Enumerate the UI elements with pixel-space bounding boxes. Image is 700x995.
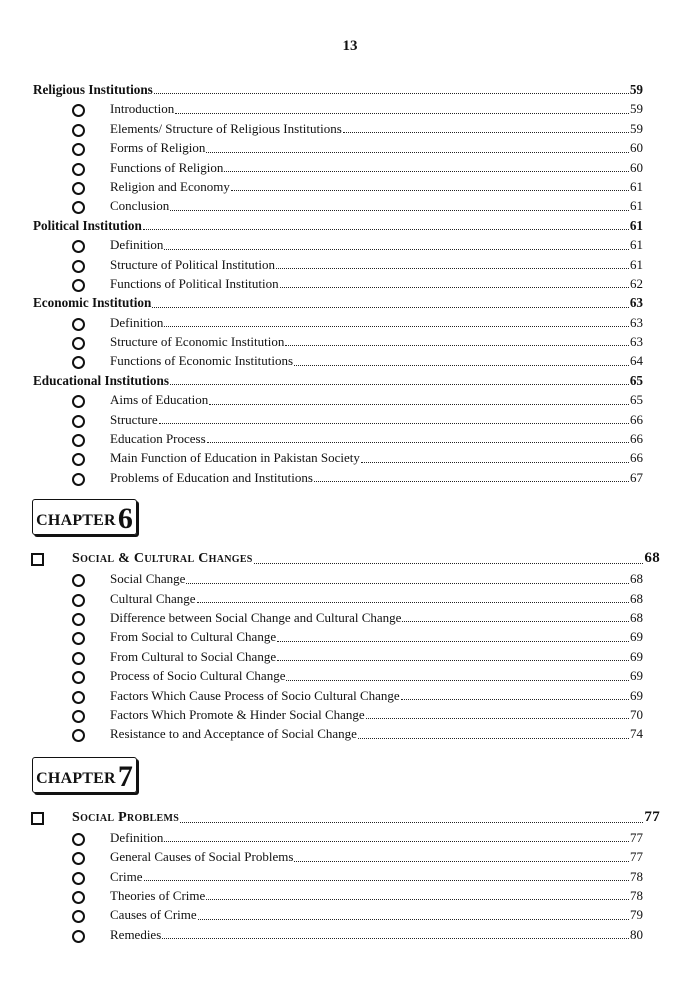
toc-entry-sub[interactable] xyxy=(0,274,700,293)
entry-page: 59 xyxy=(630,120,643,136)
entry-page: 68 xyxy=(630,609,643,625)
entry-page: 67 xyxy=(630,469,643,485)
entry-title: Structure of Economic Institution xyxy=(110,334,285,350)
entry-page: 77 xyxy=(630,829,643,845)
circle-bullet-icon xyxy=(72,729,85,742)
chapter-6-box xyxy=(32,499,137,535)
dot-leader xyxy=(366,717,629,719)
toc-entry-sub[interactable] xyxy=(0,608,700,627)
dot-leader xyxy=(343,131,629,133)
entry-title: Process of Socio Cultural Change xyxy=(110,668,286,684)
entry-title: Political Institution xyxy=(33,217,142,233)
entry-title: Aims of Education xyxy=(110,392,209,408)
chapter-6-heading-wrap xyxy=(0,487,700,547)
entry-title: Crime xyxy=(110,868,143,884)
chapter-7-items xyxy=(0,828,700,944)
chapter-7-heading-wrap xyxy=(0,744,700,806)
entry-title: Educational Institutions xyxy=(33,372,169,388)
dot-leader xyxy=(276,267,629,269)
chapter-6-label: CHAPTER xyxy=(36,512,116,530)
chapter-7-number: 7 xyxy=(117,759,133,793)
circle-bullet-icon xyxy=(72,691,85,704)
entry-title: Definition xyxy=(110,237,164,253)
entry-title: Religious Institutions xyxy=(33,82,153,97)
entry-page: 79 xyxy=(630,907,643,923)
toc-entry-main[interactable] xyxy=(0,371,700,390)
toc-entry-sub[interactable] xyxy=(0,177,700,196)
chapter-7-box xyxy=(32,757,137,793)
dot-leader xyxy=(143,228,629,230)
circle-bullet-icon xyxy=(72,143,85,156)
table-of-contents xyxy=(0,80,700,944)
entry-page: 78 xyxy=(630,868,643,884)
circle-bullet-icon xyxy=(72,594,85,607)
toc-entry-sub[interactable] xyxy=(0,666,700,685)
entry-page: 78 xyxy=(630,887,643,903)
dot-leader xyxy=(361,461,629,463)
entry-title: Religion and Economy xyxy=(110,178,230,194)
toc-entry-sub[interactable] xyxy=(0,196,700,215)
circle-bullet-icon xyxy=(72,260,85,273)
section-page: 68 xyxy=(644,550,660,567)
circle-bullet-icon xyxy=(72,356,85,369)
dot-leader xyxy=(286,679,629,681)
entry-page: 60 xyxy=(630,140,643,156)
circle-bullet-icon xyxy=(72,163,85,176)
entry-page: 70 xyxy=(630,706,643,722)
dot-leader xyxy=(170,383,629,385)
entry-title: Elements/ Structure of Religious Institutions xyxy=(110,120,342,136)
entry-page: 63 xyxy=(630,334,643,350)
dot-leader xyxy=(206,151,629,153)
toc-entry-sub[interactable] xyxy=(0,429,700,448)
circle-bullet-icon xyxy=(72,852,85,865)
entry-page: 66 xyxy=(630,431,643,447)
entry-page: 60 xyxy=(630,159,643,175)
chapter-7-label: CHAPTER xyxy=(36,769,116,787)
entry-title: Functions of Economic Institutions xyxy=(110,353,294,369)
dot-leader xyxy=(402,620,629,622)
entry-title: Structure of Political Institution xyxy=(110,256,276,272)
entry-title: Resistance to and Acceptance of Social Change xyxy=(110,726,357,742)
circle-bullet-icon xyxy=(72,710,85,723)
dot-leader xyxy=(277,640,629,642)
entry-page: 77 xyxy=(630,849,643,865)
section-heading-ch7[interactable] xyxy=(0,806,700,828)
dot-leader xyxy=(186,582,629,584)
entry-page: 65 xyxy=(630,392,643,408)
dot-leader xyxy=(358,737,629,739)
dot-leader xyxy=(277,659,629,661)
circle-bullet-icon xyxy=(72,613,85,626)
dot-leader xyxy=(154,92,629,94)
entry-title: Factors Which Promote & Hinder Social Change xyxy=(110,706,365,722)
circle-bullet-icon xyxy=(72,337,85,350)
dot-leader xyxy=(294,860,629,862)
circle-bullet-icon xyxy=(72,574,85,587)
entry-title: Problems of Education and Institutions xyxy=(110,469,313,485)
entry-page: 69 xyxy=(630,629,643,645)
entry-page: 80 xyxy=(630,926,643,942)
section-title: Social Problems xyxy=(72,809,180,825)
dot-leader xyxy=(206,898,629,900)
circle-bullet-icon xyxy=(72,182,85,195)
toc-entry-sub[interactable] xyxy=(0,724,700,743)
circle-bullet-icon xyxy=(72,652,85,665)
chapter-6-items xyxy=(0,569,700,744)
dot-leader xyxy=(209,403,629,405)
circle-bullet-icon xyxy=(72,453,85,466)
entry-title: From Social to Cultural Change xyxy=(110,629,277,645)
circle-bullet-icon xyxy=(72,318,85,331)
toc-entry-sub[interactable] xyxy=(0,705,700,724)
entry-title: From Cultural to Social Change xyxy=(110,648,277,664)
circle-bullet-icon xyxy=(72,124,85,137)
entry-title: Forms of Religion xyxy=(110,140,206,156)
toc-entry-sub[interactable] xyxy=(0,158,700,177)
entry-page: 59 xyxy=(629,82,643,97)
toc-entry-sub[interactable] xyxy=(0,351,700,370)
toc-entry-sub[interactable] xyxy=(0,235,700,254)
circle-bullet-icon xyxy=(72,434,85,447)
dot-leader xyxy=(254,562,644,564)
circle-bullet-icon xyxy=(72,473,85,486)
page-number: 13 xyxy=(342,38,358,54)
entry-title: Conclusion xyxy=(110,198,170,214)
entry-title: Functions of Religion xyxy=(110,159,224,175)
toc-entry-sub[interactable] xyxy=(0,925,700,944)
circle-bullet-icon xyxy=(72,891,85,904)
entry-title: Economic Institution xyxy=(33,295,152,311)
entry-page: 62 xyxy=(630,275,643,291)
dot-leader xyxy=(224,170,629,172)
dot-leader xyxy=(144,879,630,881)
entry-page: 59 xyxy=(630,101,643,117)
entry-page: 69 xyxy=(630,668,643,684)
circle-bullet-icon xyxy=(72,833,85,846)
entry-page: 64 xyxy=(630,353,643,369)
square-bullet-icon xyxy=(31,812,44,825)
entry-page: 68 xyxy=(630,590,643,606)
entry-page: 66 xyxy=(630,411,643,427)
circle-bullet-icon xyxy=(72,671,85,684)
entry-title: Education Process xyxy=(110,431,206,447)
entry-page: 66 xyxy=(630,450,643,466)
toc-part-institutions xyxy=(0,80,700,487)
dot-leader xyxy=(159,422,629,424)
entry-page: 61 xyxy=(630,256,643,272)
dot-leader xyxy=(280,286,629,288)
entry-page: 61 xyxy=(629,217,643,233)
entry-page: 74 xyxy=(630,726,643,742)
entry-page: 69 xyxy=(630,687,643,703)
dot-leader xyxy=(401,698,629,700)
dot-leader xyxy=(164,248,629,250)
toc-entry-sub[interactable] xyxy=(0,847,700,866)
entry-page: 61 xyxy=(630,198,643,214)
entry-title: Definition xyxy=(110,829,164,845)
circle-bullet-icon xyxy=(72,279,85,292)
entry-page: 61 xyxy=(630,237,643,253)
toc-entry-sub[interactable] xyxy=(0,905,700,924)
dot-leader xyxy=(180,821,643,823)
square-bullet-icon xyxy=(31,553,44,566)
section-page: 77 xyxy=(644,808,660,825)
dot-leader xyxy=(162,937,629,939)
dot-leader xyxy=(152,306,628,308)
toc-entry-main[interactable] xyxy=(0,293,700,312)
toc-entry-sub[interactable] xyxy=(0,410,700,429)
section-title: Social & Cultural Changes xyxy=(72,551,253,567)
circle-bullet-icon xyxy=(72,632,85,645)
dot-leader xyxy=(198,918,629,920)
toc-entry-sub[interactable] xyxy=(0,468,700,487)
entry-title: Cultural Change xyxy=(110,590,196,606)
dot-leader xyxy=(285,344,629,346)
dot-leader xyxy=(164,325,629,327)
toc-entry-sub[interactable] xyxy=(0,119,700,138)
toc-entry-sub[interactable] xyxy=(0,569,700,588)
toc-entry-sub[interactable] xyxy=(0,99,700,118)
entry-title: Remedies xyxy=(110,926,162,942)
circle-bullet-icon xyxy=(72,415,85,428)
entry-page: 61 xyxy=(630,178,643,194)
dot-leader xyxy=(175,112,629,114)
toc-entry-sub[interactable] xyxy=(0,332,700,351)
circle-bullet-icon xyxy=(72,910,85,923)
toc-entry-sub[interactable] xyxy=(0,448,700,467)
toc-entry-main[interactable] xyxy=(0,216,700,235)
toc-entry-sub[interactable] xyxy=(0,867,700,886)
chapter-6-number: 6 xyxy=(117,502,133,536)
dot-leader xyxy=(197,601,629,603)
entry-title: General Causes of Social Problems xyxy=(110,849,294,865)
toc-entry-sub[interactable] xyxy=(0,886,700,905)
dot-leader xyxy=(207,441,629,443)
entry-title: Difference between Social Change and Cultural Change xyxy=(110,609,402,625)
circle-bullet-icon xyxy=(72,930,85,943)
toc-entry-main[interactable] xyxy=(0,80,700,99)
entry-title: Definition xyxy=(110,314,164,330)
circle-bullet-icon xyxy=(72,104,85,117)
toc-entry-sub[interactable] xyxy=(0,255,700,274)
circle-bullet-icon xyxy=(72,395,85,408)
entry-page: 63 xyxy=(630,314,643,330)
toc-entry-sub[interactable] xyxy=(0,589,700,608)
toc-entry-sub[interactable] xyxy=(0,138,700,157)
section-heading-ch6[interactable] xyxy=(0,547,700,569)
entry-page: 63 xyxy=(629,295,643,311)
toc-entry-sub[interactable] xyxy=(0,313,700,332)
dot-leader xyxy=(164,840,629,842)
entry-page: 65 xyxy=(629,372,643,388)
entry-title: Main Function of Education in Pakistan Society xyxy=(110,450,360,466)
toc-entry-sub[interactable] xyxy=(0,686,700,705)
dot-leader xyxy=(314,480,629,482)
entry-title: Functions of Political Institution xyxy=(110,275,279,291)
circle-bullet-icon xyxy=(72,240,85,253)
entry-page: 69 xyxy=(630,648,643,664)
dot-leader xyxy=(294,364,629,366)
entry-title: Factors Which Cause Process of Socio Cultural Change xyxy=(110,687,400,703)
circle-bullet-icon xyxy=(72,201,85,214)
entry-title: Social Change xyxy=(110,571,186,587)
dot-leader xyxy=(231,189,629,191)
entry-title: Structure xyxy=(110,411,158,427)
entry-page: 68 xyxy=(630,571,643,587)
entry-title: Theories of Crime xyxy=(110,887,206,903)
toc-entry-sub[interactable] xyxy=(0,647,700,666)
dot-leader xyxy=(170,209,629,211)
toc-entry-sub[interactable] xyxy=(0,627,700,646)
toc-entry-sub[interactable] xyxy=(0,390,700,409)
entry-title: Causes of Crime xyxy=(110,907,197,923)
entry-title: Introduction xyxy=(110,101,175,117)
circle-bullet-icon xyxy=(72,872,85,885)
toc-entry-sub[interactable] xyxy=(0,828,700,847)
